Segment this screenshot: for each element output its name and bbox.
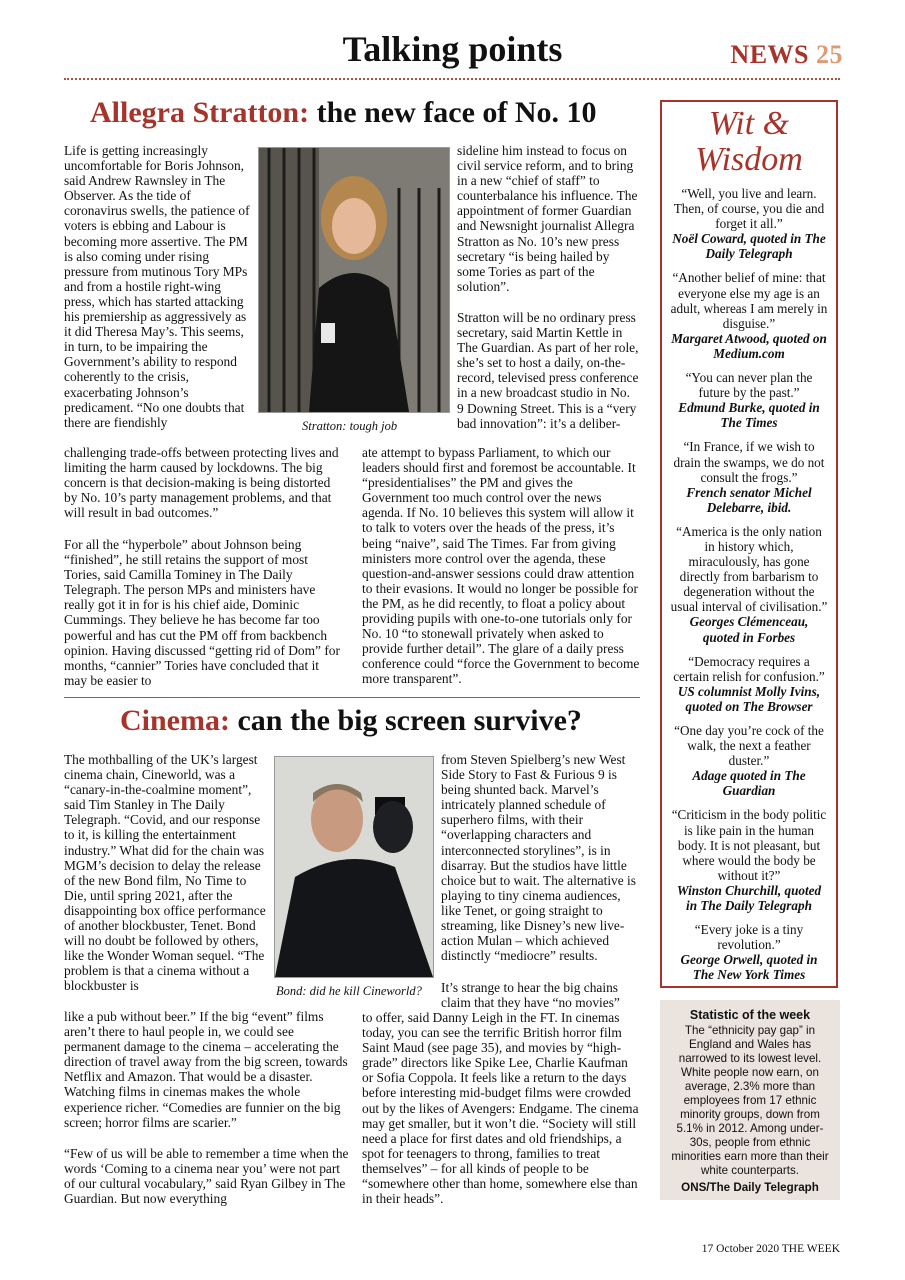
article1-col-b: sideline him instead to focus on civil service reform, and to bring in a new “chief of staff” to counterbalance his influence. The appointment of former Guardian and Newsnight journalist Allegra Stratton as No. 10’s new press secretary “is being hailed by some Tories as part of the solution”.: [457, 143, 638, 294]
quote-source: Georges Clémenceau, quoted in Forbes: [689, 614, 809, 645]
article2-col-a-wide: like a pub without beer.” If the big “event” films aren’t there to haul people in, we could see permanent damage to the cinema – accelerating the direction of travel away from the big screen, towards Netflix and Amazon. That would be a disaster. Watching films in cinemas makes the whole experience richer. “Comedies are funnier on the big screen; horror films are scarier.”: [64, 1009, 348, 1130]
article2-headline-rest: can the big screen survive?: [237, 704, 582, 737]
quote-source: US columnist Molly Ivins, quoted on The Browser: [677, 683, 821, 714]
article2-col-a: The mothballing of the UK’s largest cinema chain, Cineworld, was a “canary-in-the-coalmine moment”, said Tim Stanley in The Daily Telegraph. “Covid, and our response to it, is killing the entertainment industry.” What did for the chain was MGM’s decision to delay the release of the new Bond film, No Time to Die, until spring 2021, after the disappointing box office performance of another blockbuster, Tenet. Bond will no doubt be followed by others, like the Wonder Woman sequel. “The problem is that a cinema without a blockbuster is: [64, 752, 266, 994]
header-divider: [64, 78, 840, 80]
quote-source: Noël Coward, quoted in The Daily Telegraph: [672, 231, 826, 262]
quote-source: Margaret Atwood, quoted on Medium.com: [671, 330, 827, 361]
article2-headline-name: Cinema:: [120, 704, 230, 737]
article2-photo-caption: Bond: did he kill Cineworld?: [276, 984, 422, 998]
quotes-list: [670, 186, 828, 992]
statistic-box: [660, 1000, 840, 1200]
quote-text: “Well, you live and learn. Then, of course, you die and forget it all.”: [673, 186, 825, 232]
article2-col-b: from Steven Spielberg’s new West Side Story to Fast & Furious 9 is being shunted back. Marvel’s intricately planned schedule of superhero films, with their “overlapping characters and interconnected storylines”, is in disarray. But the studios have little choice but to wait. The alternative is playing to tiny cinema audiences, like Tenet, or going straight to streaming, like Disney’s new live-action Mulan – which achieved distinctly “mediocre” results.: [441, 752, 636, 964]
article1-headline: [90, 96, 597, 130]
article1-col-a-wide: challenging trade-offs between protecting lives and limiting the harm caused by lockdowns. The big concern is that decision-making is being distorted by No. 10’s party management problems, and that will result in bad outcomes.”: [64, 445, 339, 521]
stratton-photo-illustration: [259, 148, 449, 412]
article1-photo: [258, 147, 450, 413]
section-title: Talking points: [342, 29, 563, 69]
article2-col-b-wide: to offer, said Danny Leigh in the FT. In cinemas today, you can see the terrific British horror film Saint Maud (see page 35), and movies by “high-grade” directors like Spike Lee, Charlie Kaufman or Sofia Coppola. It feels like a return to the days before interesting mid-budget films were crowded out by the likes of Avengers: Endgame. The cinema may get smaller, but it won’t die. “Society will still need a place for first dates and old friendships, a spot for teenagers to throng, families to treat themselves” – for all kinds of people to be “somewhere other than home, somewhere else than in their heads”.: [362, 1010, 639, 1207]
quote-item: [670, 654, 828, 714]
quote-item: [670, 524, 828, 645]
section-name: NEWS: [730, 40, 809, 69]
quote-source: Edmund Burke, quoted in The Times: [678, 400, 820, 431]
page-number: 25: [816, 40, 843, 69]
quote-text: “Criticism in the body politic is like pain in the human body. It is not pleasant, but where would the body be without it?”: [671, 807, 827, 883]
quote-text: “In France, if we wish to drain the swamps, we do not consult the frogs.”: [673, 439, 825, 485]
article1-col-b-p2: Stratton will be no ordinary press secretary, said Martin Kettle in The Guardian. As part of her role, she’s set to host a daily, on-the-record, televised press conference in a new broadcast studio in No. 9 Downing Street. This is a “very bad innovation”: it’s a deliber-: [457, 310, 639, 431]
bond-photo-illustration: [275, 757, 433, 977]
quote-text: “You can never plan the future by the past.”: [685, 370, 813, 401]
quote-source: French senator Michel Delebarre, ibid.: [686, 484, 812, 515]
article-divider: [64, 697, 640, 698]
quote-item: [670, 439, 828, 514]
wit-and-wisdom-title: [662, 106, 836, 178]
quote-item: [670, 807, 828, 913]
article1-headline-rest: the new face of No. 10: [316, 96, 597, 129]
article1-photo-caption: Stratton: tough job: [302, 419, 398, 433]
statistic-source: ONS/The Daily Telegraph: [681, 1181, 819, 1194]
article2-headline: [120, 704, 582, 738]
quote-source: Adage quoted in The Guardian: [692, 768, 806, 799]
quote-item: [670, 370, 828, 430]
statistic-title: Statistic of the week: [689, 1008, 811, 1022]
article1-col-a: Life is getting increasingly uncomfortable for Boris Johnson, said Andrew Rawnsley in The Observer. As the tide of coronavirus swells, the patience of voters is ebbing and Labour is becoming more assertive. The PM is also coming under rising pressure from mutinous Tory MPs and from a hostile right-wing press, which has started attacking his premiership as aggressively as it did Theresa May’s. This seems, in turn, to be impairing the Government’s ability to respond coherently to the crisis, exacerbating Johnson’s predicament. “No one doubts that there are fiendishly: [64, 143, 250, 430]
article2-photo: [274, 756, 434, 978]
wit-title-line1: Wit &: [708, 105, 790, 142]
article1-headline-name: Allegra Stratton:: [90, 96, 310, 129]
quote-text: “One day you’re cock of the walk, the next a feather duster.”: [674, 723, 824, 769]
footer-date: 17 October 2020: [701, 1243, 780, 1255]
wit-and-wisdom-box: [660, 100, 838, 988]
article2-col-a-p2: “Few of us will be able to remember a time when the words ‘Coming to a cinema near you’ were not part of our cultural vocabulary,” said Ryan Gilbey in The Guardian. But now everything: [64, 1146, 349, 1207]
quote-source: Winston Churchill, quoted in The Daily Telegraph: [676, 882, 822, 914]
quote-item: [670, 270, 828, 361]
article2-col-b-p2: It’s strange to hear the big chains claim that they have “no movies”: [441, 980, 620, 1011]
footer-publication: THE WEEK: [781, 1243, 840, 1255]
quote-item: [670, 922, 828, 982]
quote-text: “America is the only nation in history which, miraculously, has gone directly from barbarism to degeneration without the usual interval of civilisation.”: [670, 523, 828, 615]
article1-col-a-p2: For all the “hyperbole” about Johnson being “finished”, he still retains the support of most Tories, said Camilla Tominey in The Daily Telegraph. The person MPs and ministers have really got it in for is his chief aide, Dominic Cummings. They believe he has become far too powerful and has cut the PM off from backbench opinion. Having discussed “getting rid of Dom” for months, “cannier” Tories have concluded that it may be easier to: [64, 537, 340, 688]
statistic-text: The “ethnicity pay gap” in England and Wales has narrowed to its lowest level. White people now earn, on average, 2.3% more than employees from 17 ethnic minority groups, down from 5.1% in 2012. Among under-30s, people from ethnic minorities earn more than their white counterparts.: [671, 1024, 829, 1177]
quote-text: “Every joke is a tiny revolution.”: [694, 922, 804, 953]
quote-source: George Orwell, quoted in The New York Times: [680, 952, 818, 983]
page-footer: [702, 1243, 840, 1255]
quote-text: “Another belief of mine: that everyone else my age is an adult, whereas I am merely in disguise.”: [670, 270, 828, 331]
wit-title-line2: Wisdom: [695, 141, 803, 178]
quote-item: [670, 186, 828, 261]
quote-item: [670, 723, 828, 798]
section-label: [730, 40, 843, 70]
article1-col-b-wide: ate attempt to bypass Parliament, to which our leaders should first and foremost be accountable. It “presidentialises” the PM and gives the Government too much control over the news agenda. If No. 10 believes this system will allow it to talk to voters over the heads of the press, it’s being “naive”, said The Times. Far from giving ministers more control over the agenda, these question-and-answer sessions could draw attention to their evasions. It would no longer be possible for the PM, as he did recently, to float a policy about providing pupils with one-to-one tutorials only for No. 10 “to stonewall privately when asked to provide further detail”. The glare of a daily press conference could “force the Government to become more transparent”.: [362, 445, 640, 687]
quote-text: “Democracy requires a certain relish for confusion.”: [673, 653, 825, 684]
